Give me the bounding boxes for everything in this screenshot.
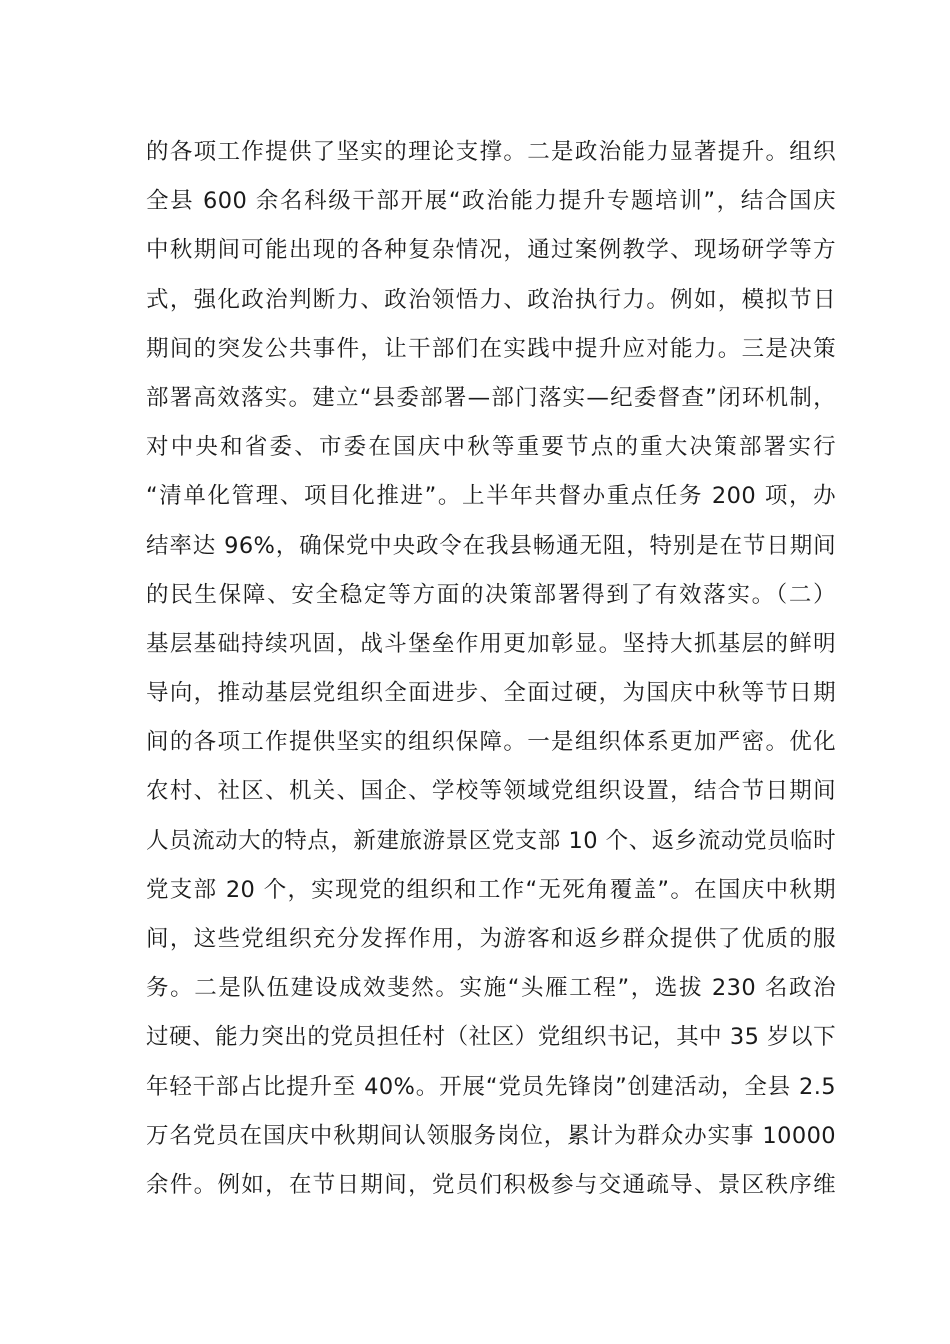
body-text	[146, 128, 836, 1210]
text-line: 党支部 20 个，实现党的组织和工作“无死角覆盖”。在国庆中秋期	[146, 876, 836, 903]
text-line: 全县 600 余名科级干部开展“政治能力提升专题培训”，结合国庆	[146, 188, 836, 215]
text-line: 基层基础持续巩固，战斗堡垒作用更加彰显。坚持大抓基层的鲜明	[146, 630, 836, 657]
text-line: 万名党员在国庆中秋期间认领服务岗位，累计为群众办实事 10000	[146, 1122, 836, 1149]
text-line: 对中央和省委、市委在国庆中秋等重要节点的重大决策部署实行	[146, 434, 836, 461]
text-line: 农村、社区、机关、国企、学校等领域党组织设置，结合节日期间	[146, 778, 836, 805]
text-line: 务。二是队伍建设成效斐然。实施“头雁工程”，选拔 230 名政治	[146, 975, 836, 1002]
text-line: 部署高效落实。建立“县委部署—部门落实—纪委督查”闭环机制，	[146, 384, 836, 411]
text-line: 间的各项工作提供坚实的组织保障。一是组织体系更加严密。优化	[146, 729, 836, 756]
text-line: 余件。例如，在节日期间，党员们积极参与交通疏导、景区秩序维	[146, 1171, 836, 1198]
text-line: 过硬、能力突出的党员担任村（社区）党组织书记，其中 35 岁以下	[146, 1024, 836, 1051]
text-line: 结率达 96%，确保党中央政令在我县畅通无阻，特别是在节日期间	[146, 532, 836, 559]
text-line: 年轻干部占比提升至 40%。开展“党员先锋岗”创建活动，全县 2.5	[146, 1073, 836, 1100]
text-line: 的民生保障、安全稳定等方面的决策部署得到了有效落实。（二）	[146, 581, 836, 608]
text-line: 导向，推动基层党组织全面进步、全面过硬，为国庆中秋等节日期	[146, 680, 836, 707]
text-line: 中秋期间可能出现的各种复杂情况，通过案例教学、现场研学等方	[146, 237, 836, 264]
text-line: 式，强化政治判断力、政治领悟力、政治执行力。例如，模拟节日	[146, 286, 836, 313]
text-line: 期间的突发公共事件，让干部们在实践中提升应对能力。三是决策	[146, 335, 836, 362]
text-line: 人员流动大的特点，新建旅游景区党支部 10 个、返乡流动党员临时	[146, 827, 836, 854]
text-line: 间，这些党组织充分发挥作用，为游客和返乡群众提供了优质的服	[146, 926, 836, 952]
text-line: 的各项工作提供了坚实的理论支撑。二是政治能力显著提升。组织	[146, 139, 836, 165]
text-line: “清单化管理、项目化推进”。上半年共督办重点任务 200 项，办	[146, 483, 836, 510]
